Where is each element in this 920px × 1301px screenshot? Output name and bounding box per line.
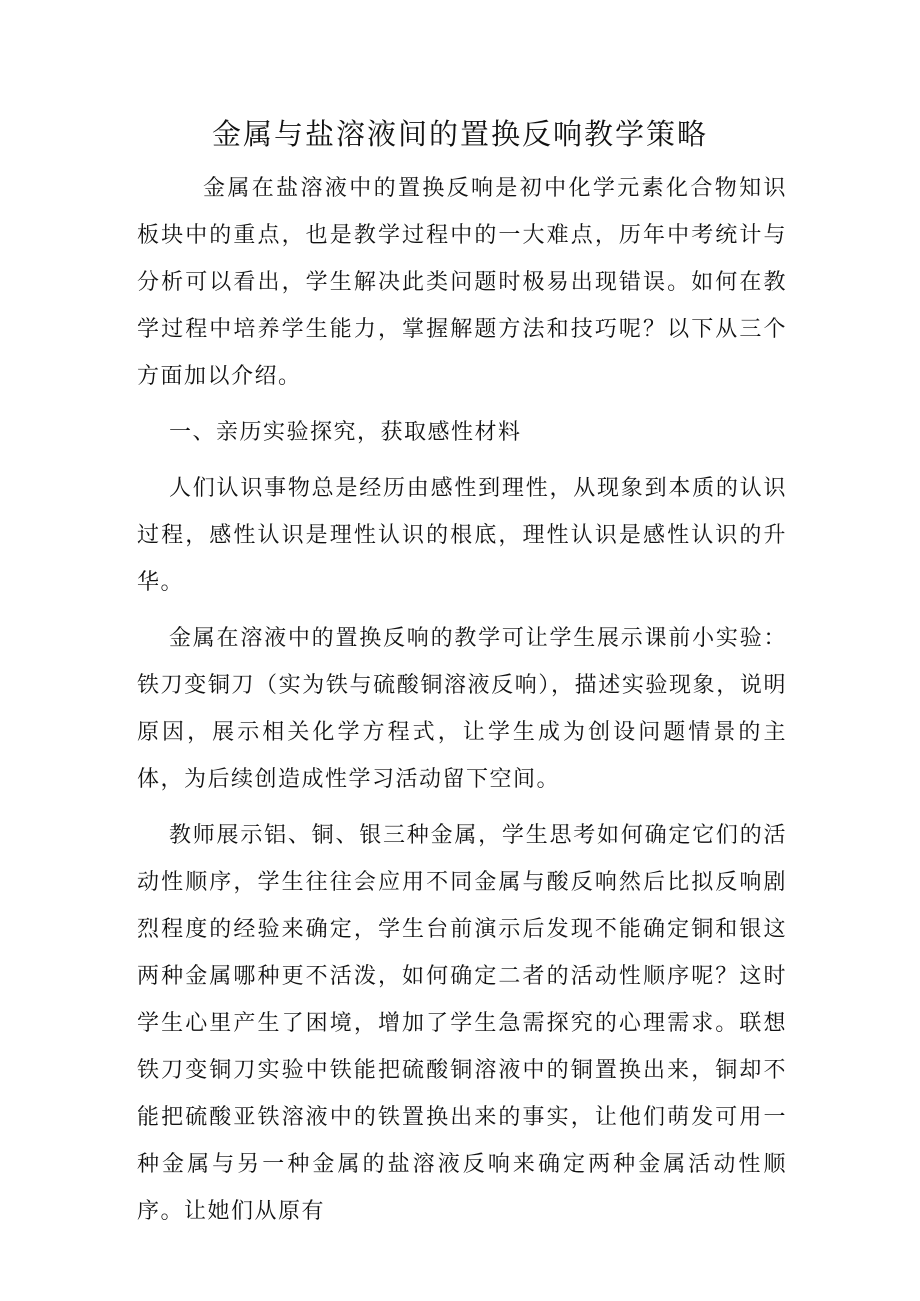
body-paragraph: 人们认识事物总是经历由感性到理性，从现象到本质的认识过程，感性认识是理性认识的根底，理性认识是感性认识的升华。 xyxy=(137,476,787,595)
intro-paragraph: 金属在盐溶液中的置换反响是初中化学元素化合物知识板块中的重点，也是教学过程中的一大难点，历年中考统计与分析可以看出，学生解决此类问题时极易出现错误。如何在教学过程中培养学生能力，掌握解题方法和技巧呢？以下从三个方面加以介绍。 xyxy=(137,176,787,389)
body-paragraph: 教师展示铝、铜、银三种金属，学生思考如何确定它们的活动性顺序，学生往往会应用不同金属与酸反响然后比拟反响剧烈程度的经验来确定，学生台前演示后发现不能确定铜和银这两种金属哪种更不活泼，如何确定二者的活动性顺序呢？这时学生心里产生了困境，增加了学生急需探究的心理需求。联想铁刀变铜刀实验中铁能把硫酸铜溶液中的铜置换出来，铜却不能把硫酸亚铁溶液中的铁置换出来的事实，让他们萌发可用一种金属与另一种金属的盐溶液反响来确定两种金属活动性顺序。让她们从原有 xyxy=(137,823,787,1224)
document-title: 金属与盐溶液间的置换反响教学策略 xyxy=(211,117,708,151)
section-heading: 一、亲历实验探究，获取感性材料 xyxy=(169,420,522,445)
body-paragraph: 金属在溶液中的置换反响的教学可让学生展示课前小实验：铁刀变铜刀（实为铁与硫酸铜溶液反响），描述实验现象，说明原因，展示相关化学方程式，让学生成为创设问题情景的主体，为后续创造成性学习活动留下空间。 xyxy=(137,626,787,792)
document-body xyxy=(137,165,787,1244)
